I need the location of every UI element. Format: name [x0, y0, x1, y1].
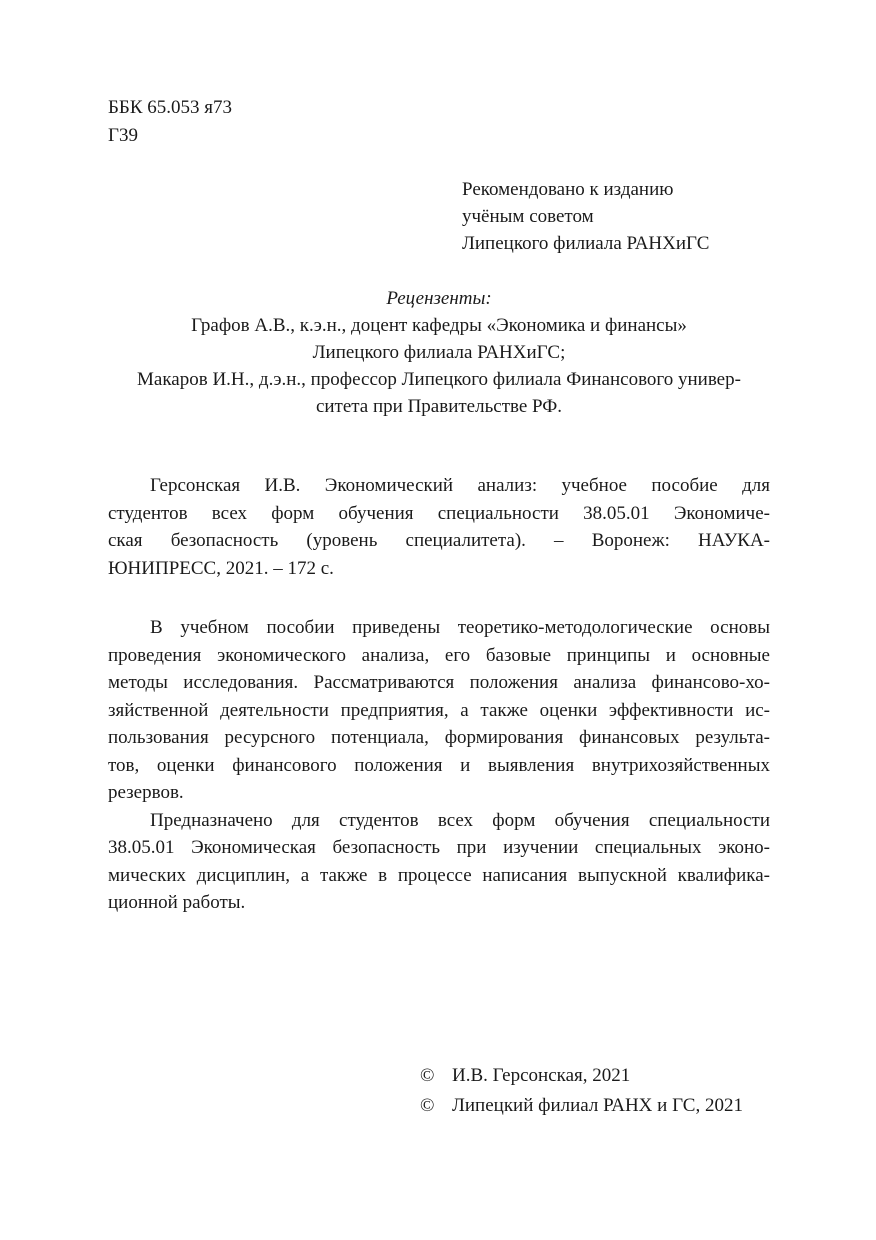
- annotation-line: зяйственной деятельности предприятия, а также оценки эффективности ис-: [108, 699, 770, 721]
- annotation-line: ционной работы.: [108, 892, 246, 913]
- copyright-holder: И.В. Герсонская, 2021: [452, 1065, 631, 1086]
- annotation-line: 38.05.01 Экономическая безопасность при изучении специальных эконо-: [108, 837, 770, 858]
- recommendation-line: Рекомендовано к изданию: [462, 179, 674, 200]
- citation-line: студентов всех форм обучения специальности 38.05.01 Экономиче-: [108, 502, 770, 524]
- bibliographic-citation: [108, 472, 770, 582]
- reviewer-line: ситета при Правительстве РФ.: [315, 396, 563, 417]
- annotation-line: тов, оценки финансового положения и выявления внутрихозяйственных: [108, 754, 770, 776]
- bbk-index: ББК 65.053 я73: [108, 97, 232, 118]
- annotation-line: резервов.: [108, 782, 184, 803]
- copyright-icon: ©: [420, 1065, 435, 1086]
- annotation-line: пользования ресурсного потенциала, формирования финансовых результа-: [108, 727, 770, 748]
- copyright-holder: Липецкий филиал РАНХ и ГС, 2021: [452, 1095, 743, 1116]
- annotation-line: методы исследования. Рассматриваются положения анализа финансово-хо-: [108, 672, 770, 693]
- annotation-line: проведения экономического анализа, его базовые принципы и основные: [108, 644, 770, 666]
- citation-line: ЮНИПРЕСС, 2021. – 172 с.: [108, 557, 334, 579]
- recommendation-block: [462, 176, 709, 257]
- annotation-text: [108, 614, 770, 917]
- annotation-line: мических дисциплин, а также в процессе написания выпускной квалифика-: [108, 864, 770, 886]
- copyright-row: [420, 1061, 743, 1091]
- reviewers-heading: Рецензенты:: [386, 288, 492, 309]
- copyright-icon: ©: [420, 1095, 435, 1116]
- copyright-row: [420, 1091, 743, 1121]
- citation-line: ская безопасность (уровень специалитета). – Воронеж: НАУКА-: [108, 530, 770, 551]
- recommendation-line: учёным советом: [462, 206, 594, 227]
- recommendation-line: Липецкого филиала РАНХиГС: [462, 233, 710, 254]
- copyright-block: [420, 1061, 743, 1121]
- annotation-line: В учебном пособии приведены теоретико-методологические основы: [150, 617, 770, 638]
- annotation-line: Предназначено для студентов всех форм обучения специальности: [150, 809, 770, 831]
- reviewers-block: [108, 285, 770, 420]
- reviewer-line: Макаров И.Н., д.э.н., профессор Липецкого филиала Финансового универ-: [137, 369, 741, 390]
- citation-line: Герсонская И.В. Экономический анализ: учебное пособие для: [150, 475, 770, 496]
- reviewer-line: Графов А.В., к.э.н., доцент кафедры «Экономика и финансы»: [191, 315, 687, 336]
- author-code: Г39: [108, 125, 138, 146]
- classification-block: [108, 94, 232, 150]
- reviewer-line: Липецкого филиала РАНХиГС;: [312, 342, 566, 363]
